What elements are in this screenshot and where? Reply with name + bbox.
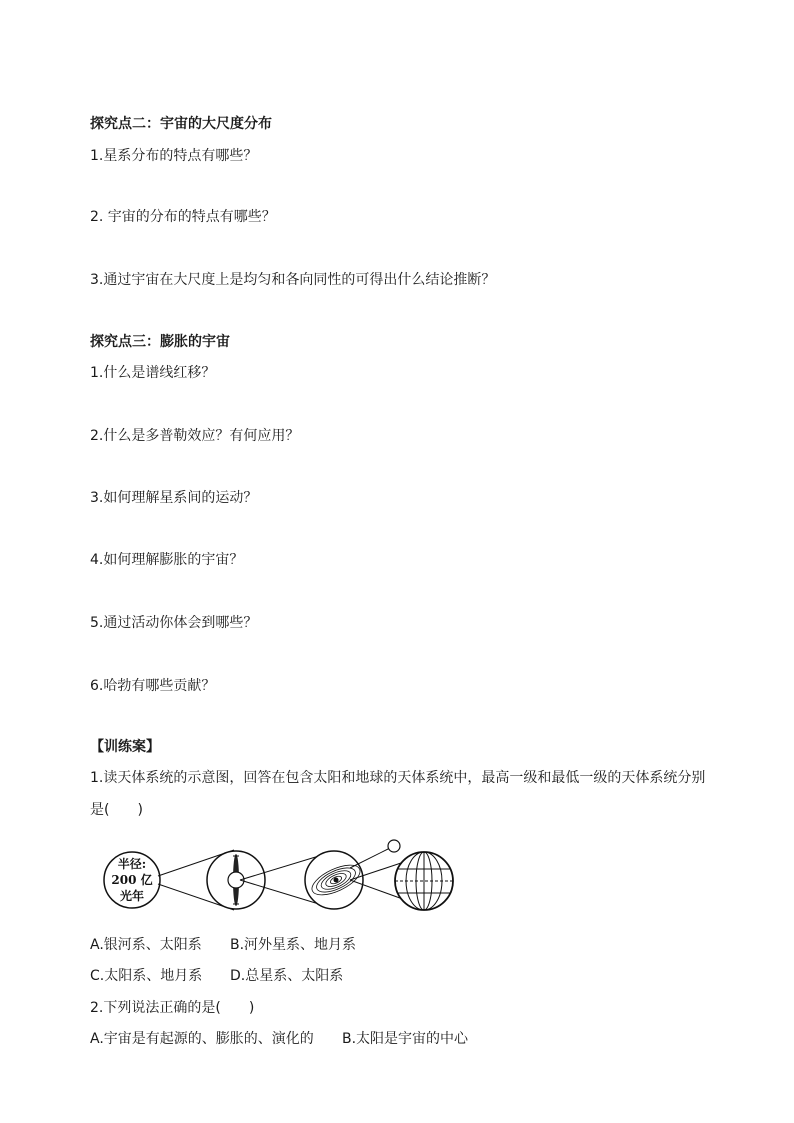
training-q1-stem-line2: 是( ) [90, 802, 143, 818]
diagram-label-value: 200 亿 [111, 873, 153, 887]
q2-option-b[interactable]: B.太阳是宇宙的中心 [342, 1031, 469, 1047]
q1-option-b[interactable]: B.河外星系、地月系 [230, 937, 357, 953]
training-heading: 【训练案】 [90, 739, 160, 755]
q1-option-a[interactable]: A.银河系、太阳系 [90, 937, 202, 953]
training-q1-stem-line1: 1.读天体系统的示意图，回答在包含太阳和地球的天体系统中，最高一级和最低一级的天体系统分别 [90, 770, 706, 786]
section3-question-6: 6.哈勃有哪些贡献？ [90, 678, 216, 694]
section2-question-3: 3.通过宇宙在大尺度上是均匀和各向同性的可得出什么结论推断？ [90, 272, 496, 288]
diagram-label-radius: 半径: [117, 857, 147, 871]
q1-option-c[interactable]: C.太阳系、地月系 [90, 968, 203, 984]
section3-question-3: 3.如何理解星系间的运动？ [90, 490, 258, 506]
section3-heading: 探究点三：膨胀的宇宙 [90, 334, 230, 350]
planet-icon [388, 840, 400, 852]
section2-heading: 探究点二：宇宙的大尺度分布 [90, 116, 272, 132]
q2-option-a[interactable]: A.宇宙是有起源的、膨胀的、演化的 [90, 1031, 314, 1047]
pointer-line [350, 848, 390, 868]
globe-icon [395, 852, 453, 910]
section3-question-2: 2.什么是多普勒效应？有何应用？ [90, 428, 300, 444]
training-q2-stem: 2.下列说法正确的是( ) [90, 1000, 255, 1016]
section3-question-4: 4.如何理解膨胀的宇宙？ [90, 552, 244, 568]
section2-question-1: 1.星系分布的特点有哪些？ [90, 148, 258, 164]
sun-icon [334, 878, 339, 883]
diagram-label-unit: 光年 [119, 889, 145, 903]
section3-question-1: 1.什么是谱线红移？ [90, 365, 216, 381]
section2-question-2: 2. 宇宙的分布的特点有哪些？ [90, 209, 276, 225]
celestial-system-diagram [100, 836, 460, 920]
section3-question-5: 5.通过活动你体会到哪些？ [90, 615, 258, 631]
q1-option-d[interactable]: D.总星系、太阳系 [230, 968, 344, 984]
